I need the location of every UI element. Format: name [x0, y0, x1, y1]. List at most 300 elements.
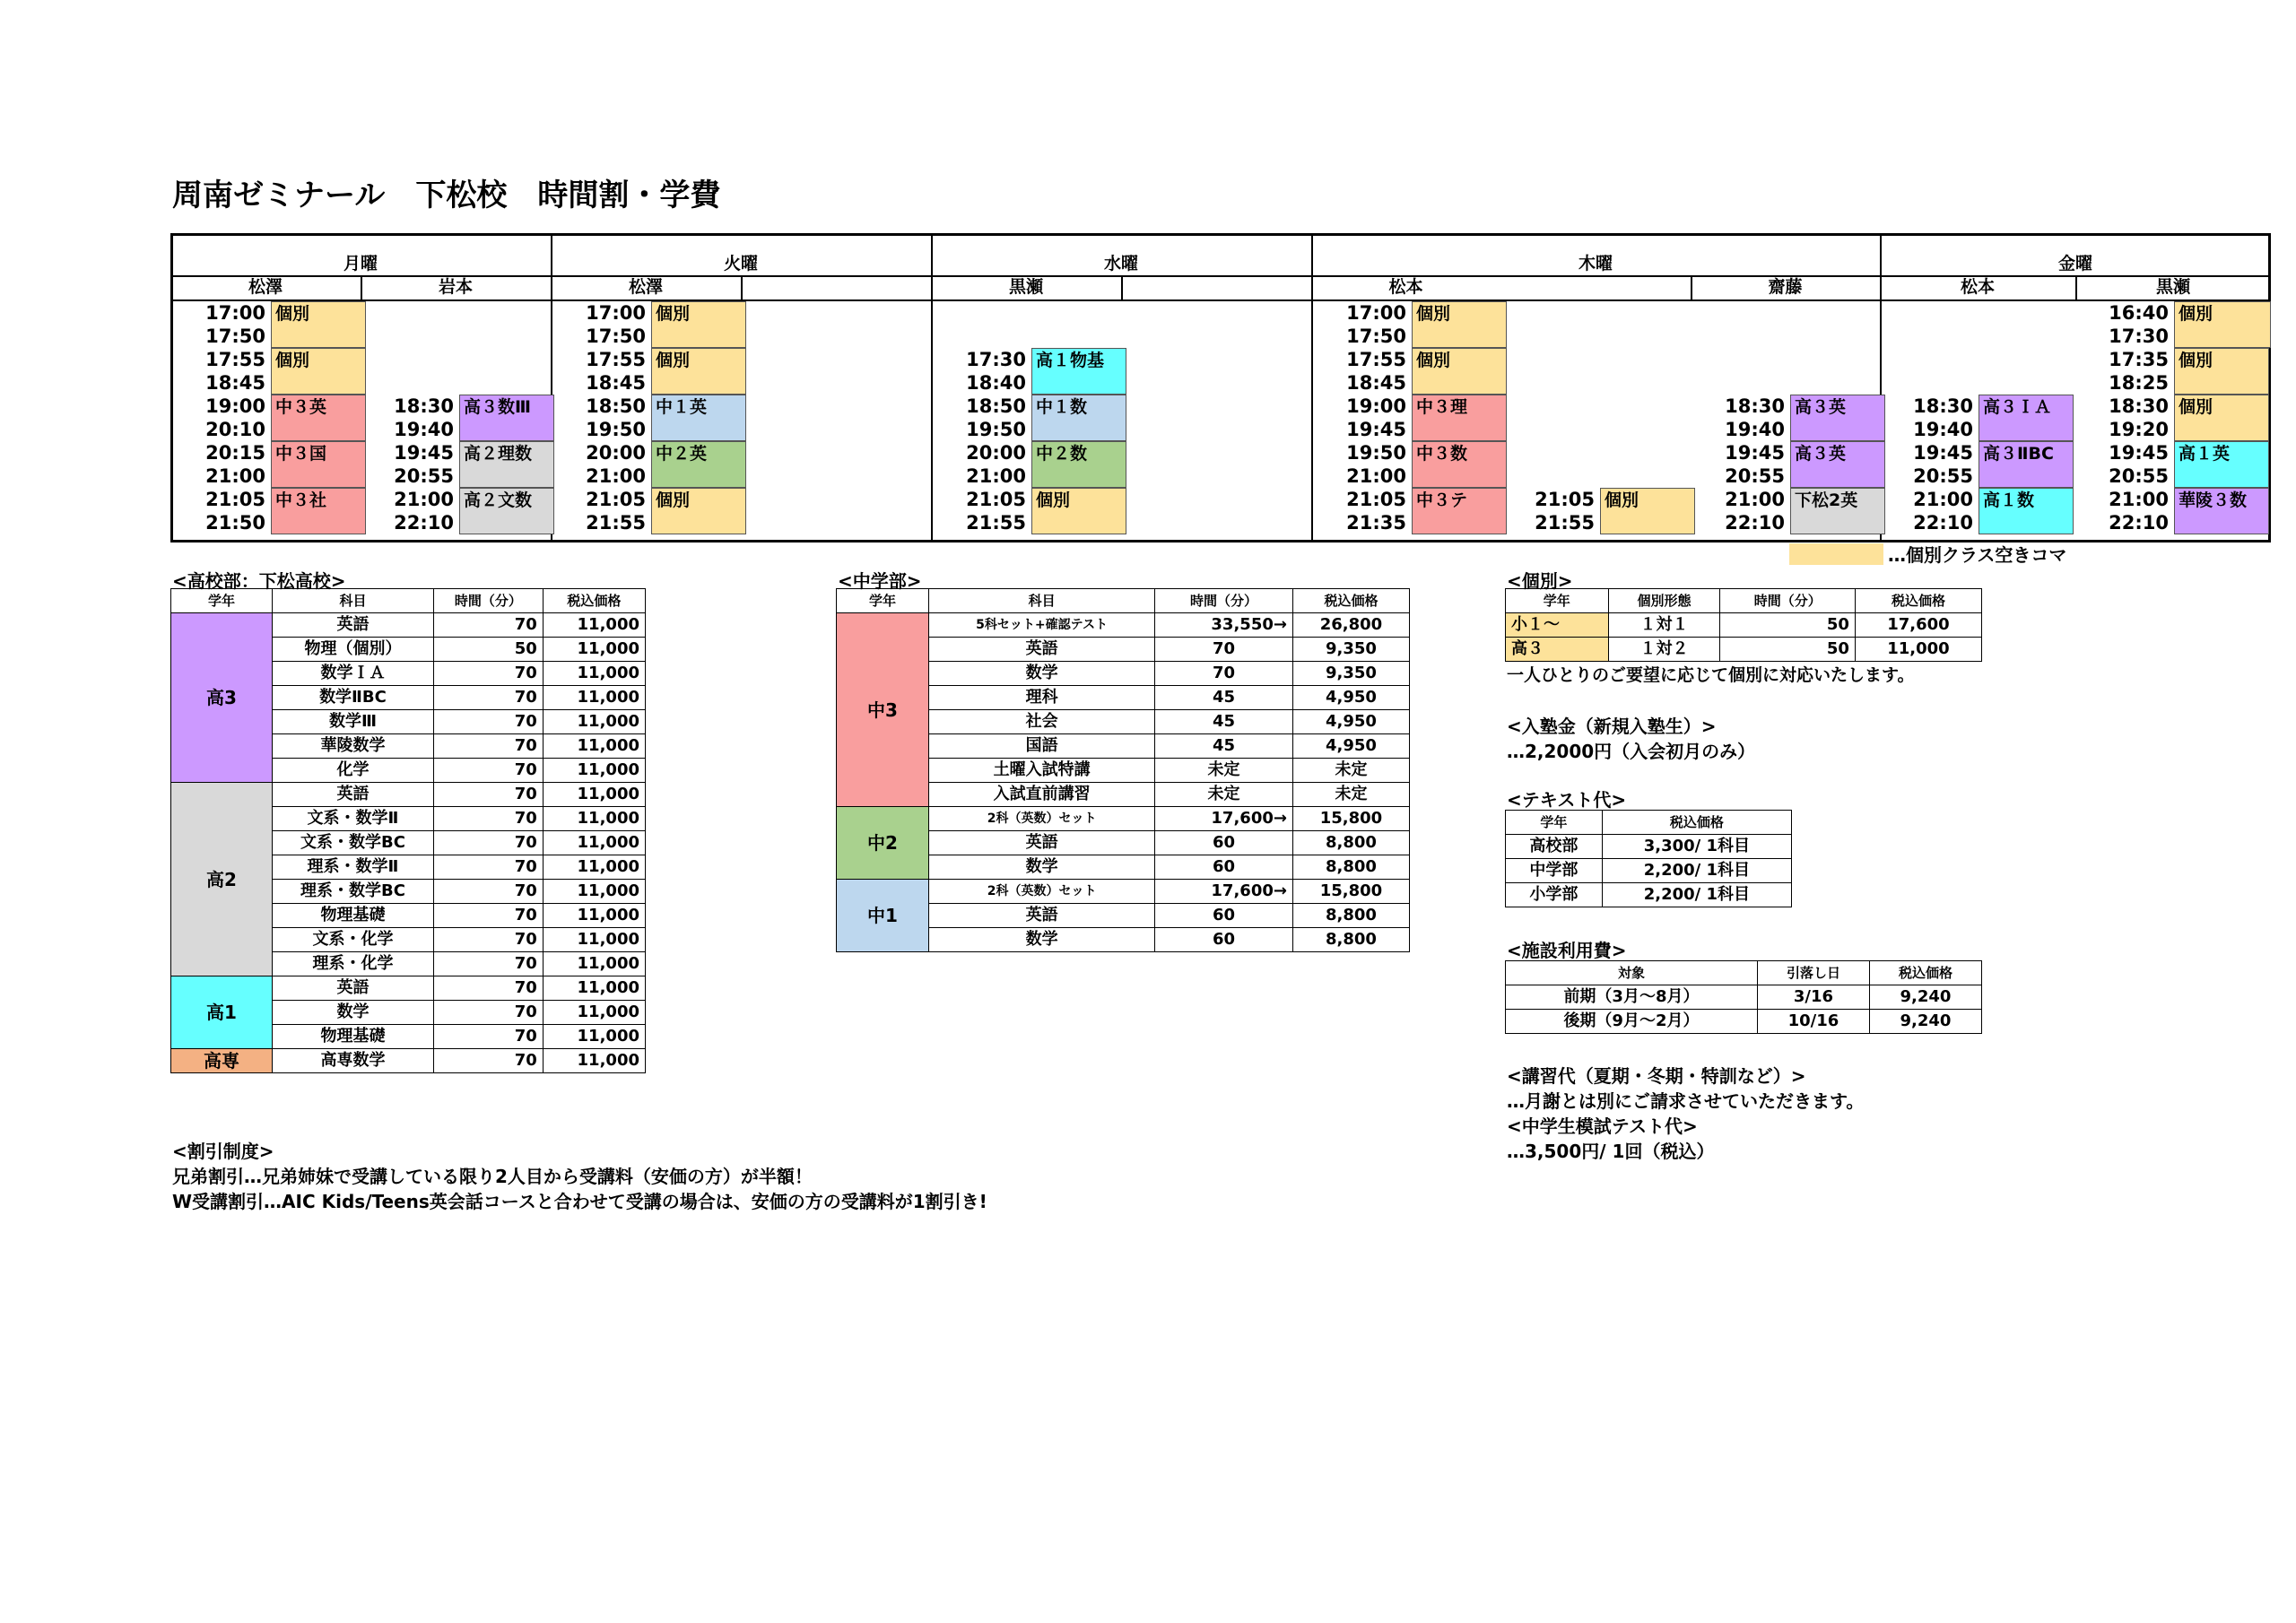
- high-fee-table: [170, 588, 646, 1073]
- block-start-time: 21:05: [1346, 489, 1406, 510]
- facility-heading: <施設利用費>: [1507, 940, 1627, 961]
- day-header: 月曜: [343, 254, 378, 273]
- table-header: 税込価格: [1292, 589, 1409, 613]
- table-cell: 70: [433, 904, 543, 928]
- block-end-time: 21:55: [586, 512, 646, 534]
- block-start-time: 18:50: [586, 395, 646, 417]
- table-cell: 70: [433, 928, 543, 952]
- table-cell: 70: [433, 613, 543, 638]
- table-cell: 3,300/ 1科目: [1602, 835, 1791, 859]
- block-start-time: 19:45: [2109, 442, 2169, 464]
- block-end-time: 22:10: [2109, 512, 2169, 534]
- block-start-time: 21:05: [966, 489, 1026, 510]
- table-cell: 数学ⅡBC: [273, 686, 434, 710]
- table-cell: 15,800: [1292, 807, 1409, 831]
- teacher-divider: [741, 275, 743, 300]
- lecture-text: …月謝とは別にご請求させていただきます。: [1507, 1090, 1865, 1112]
- block-end-time: 19:50: [586, 419, 646, 440]
- block-end-time: 17:30: [2109, 325, 2169, 347]
- block-end-time: 20:55: [1913, 465, 1973, 487]
- table-cell: 45: [1155, 734, 1293, 759]
- table-cell: 土曜入試特講: [929, 759, 1155, 783]
- table-cell: 11,000: [543, 734, 645, 759]
- middle-heading: <中学部>: [838, 570, 922, 592]
- table-cell: 11,000: [543, 831, 645, 855]
- table-cell: 高３: [1506, 638, 1609, 662]
- table-header: 引落し日: [1757, 961, 1869, 985]
- page-title: 周南ゼミナール 下松校 時間割・学費: [172, 178, 721, 213]
- class-block: 高２理数: [459, 441, 554, 488]
- class-block: 個別: [1600, 488, 1695, 534]
- table-row: [1506, 835, 1792, 859]
- class-block: 高１英: [2174, 441, 2269, 488]
- table-row: [1506, 985, 1982, 1010]
- block-end-time: 17:50: [586, 325, 646, 347]
- table-row: [1506, 1010, 1982, 1034]
- block-start-time: 21:00: [394, 489, 454, 510]
- class-block: 中１数: [1031, 395, 1126, 441]
- class-block: 華陵３数: [2174, 488, 2269, 534]
- teacher-divider: [361, 275, 362, 300]
- table-header: 時間（分）: [1155, 589, 1293, 613]
- table-row: [171, 1049, 646, 1073]
- table-cell: 70: [433, 952, 543, 976]
- table-cell: 高専数学: [273, 1049, 434, 1073]
- kobetsu-fee-table: [1505, 588, 1982, 662]
- table-cell: 70: [433, 831, 543, 855]
- row-divider: [170, 299, 2271, 301]
- block-start-time: 17:30: [966, 349, 1026, 370]
- teacher-header: 松澤: [628, 277, 663, 297]
- table-cell: 8,800: [1292, 855, 1409, 880]
- table-cell: 小１～: [1506, 613, 1609, 638]
- kobetsu-heading: <個別>: [1507, 570, 1573, 592]
- block-start-time: 17:55: [1346, 349, 1406, 370]
- table-row: [1506, 638, 1982, 662]
- block-start-time: 19:00: [205, 395, 265, 417]
- class-block: 個別: [2174, 395, 2269, 441]
- table-cell: 5科セット+確認テスト: [929, 613, 1155, 638]
- block-start-time: 17:00: [586, 302, 646, 324]
- table-row: [171, 613, 646, 638]
- table-cell: 50: [433, 638, 543, 662]
- table-row: [171, 976, 646, 1001]
- teacher-header: 松澤: [248, 277, 283, 297]
- table-cell: 70: [433, 686, 543, 710]
- table-header: 時間（分）: [1720, 589, 1856, 613]
- class-block: 中３理: [1412, 395, 1507, 441]
- class-block: 中３テ: [1412, 488, 1507, 534]
- table-cell: 数学: [929, 928, 1155, 952]
- table-cell: 70: [1155, 638, 1293, 662]
- table-cell: 国語: [929, 734, 1155, 759]
- enroll-heading: <入塾金（新規入塾生）>: [1507, 716, 1717, 737]
- table-cell: 2科（英数）セット: [929, 807, 1155, 831]
- block-end-time: 21:00: [966, 465, 1026, 487]
- table-cell: 高校部: [1506, 835, 1603, 859]
- block-start-time: 21:05: [205, 489, 265, 510]
- table-cell: 70: [433, 759, 543, 783]
- table-cell: 70: [433, 880, 543, 904]
- block-start-time: 17:35: [2109, 349, 2169, 370]
- table-cell: 英語: [273, 976, 434, 1001]
- class-block: 個別: [1412, 348, 1507, 395]
- class-block: 高３ＩＡ: [1979, 395, 2074, 441]
- table-cell: 15,800: [1292, 880, 1409, 904]
- table-cell: 4,950: [1292, 734, 1409, 759]
- textbook-fee-table: [1505, 810, 1792, 907]
- table-header: 税込価格: [1602, 811, 1791, 835]
- block-end-time: 20:55: [1725, 465, 1785, 487]
- textbook-heading: <テキスト代>: [1507, 789, 1627, 811]
- teacher-header: 黒瀬: [2155, 277, 2190, 297]
- table-cell: 11,000: [543, 807, 645, 831]
- table-cell: 英語: [273, 783, 434, 807]
- table-header: 税込価格: [1855, 589, 1981, 613]
- block-end-time: 19:40: [1725, 419, 1785, 440]
- table-cell: 4,950: [1292, 686, 1409, 710]
- class-block: 高１数: [1979, 488, 2074, 534]
- table-cell: 英語: [929, 904, 1155, 928]
- table-cell: 物理（個別）: [273, 638, 434, 662]
- block-start-time: 17:00: [205, 302, 265, 324]
- teacher-header: 松本: [1388, 277, 1423, 297]
- table-cell: 70: [433, 1025, 543, 1049]
- discount-line2: W受講割引…AIC Kids/Teens英会話コースと合わせて受講の場合は、安価の方の受講料が1割引き!: [172, 1191, 987, 1212]
- table-cell: 70: [433, 1049, 543, 1073]
- table-cell: 理系・化学: [273, 952, 434, 976]
- table-cell: 60: [1155, 904, 1293, 928]
- block-end-time: 22:10: [394, 512, 454, 534]
- class-block: 中２英: [651, 441, 746, 488]
- table-row: [1506, 883, 1792, 907]
- table-cell: 理科: [929, 686, 1155, 710]
- legend-swatch: [1789, 543, 1883, 565]
- block-end-time: 19:40: [394, 419, 454, 440]
- day-header: 火曜: [723, 254, 758, 273]
- table-header: 個別形態: [1608, 589, 1720, 613]
- mock-text: …3,500円/ 1回（税込）: [1507, 1141, 1715, 1162]
- block-start-time: 18:30: [1913, 395, 1973, 417]
- kobetsu-note: 一人ひとりのご要望に応じて個別に対応いたします。: [1507, 665, 1915, 685]
- table-cell: 60: [1155, 855, 1293, 880]
- table-header: 学年: [1506, 811, 1603, 835]
- table-cell: 中3: [837, 613, 929, 807]
- lecture-heading: <講習代（夏期・冬期・特訓など）>: [1507, 1065, 1806, 1087]
- block-end-time: 17:50: [1346, 325, 1406, 347]
- table-cell: 11,000: [543, 952, 645, 976]
- table-header: 学年: [171, 589, 273, 613]
- table-cell: 70: [433, 807, 543, 831]
- block-end-time: 21:55: [966, 512, 1026, 534]
- block-end-time: 18:25: [2109, 372, 2169, 394]
- class-block: 中２数: [1031, 441, 1126, 488]
- table-cell: 英語: [273, 613, 434, 638]
- table-header: 税込価格: [543, 589, 645, 613]
- table-cell: 理系・数学BC: [273, 880, 434, 904]
- block-end-time: 19:20: [2109, 419, 2169, 440]
- enroll-text: …2,2000円（入会初月のみ）: [1507, 741, 1756, 762]
- block-end-time: 19:45: [1346, 419, 1406, 440]
- table-cell: 9,350: [1292, 662, 1409, 686]
- class-block: 中３社: [271, 488, 366, 534]
- table-cell: １対２: [1608, 638, 1720, 662]
- table-cell: 70: [433, 976, 543, 1001]
- block-start-time: 21:00: [1725, 489, 1785, 510]
- table-cell: 化学: [273, 759, 434, 783]
- table-header: 税込価格: [1869, 961, 1981, 985]
- block-start-time: 20:15: [205, 442, 265, 464]
- table-cell: 11,000: [543, 976, 645, 1001]
- table-cell: 数学: [929, 855, 1155, 880]
- table-cell: 26,800: [1292, 613, 1409, 638]
- table-cell: 50: [1720, 638, 1856, 662]
- teacher-header: 黒瀬: [1008, 277, 1043, 297]
- class-block: 個別: [2174, 348, 2269, 395]
- table-cell: 9,240: [1869, 1010, 1981, 1034]
- day-header: 木曜: [1578, 254, 1613, 273]
- day-header: 水曜: [1103, 254, 1138, 273]
- table-row: [1506, 859, 1792, 883]
- table-cell: 未定: [1292, 759, 1409, 783]
- block-start-time: 19:45: [394, 442, 454, 464]
- block-end-time: 20:55: [394, 465, 454, 487]
- table-cell: 2科（英数）セット: [929, 880, 1155, 904]
- table-cell: 11,000: [543, 928, 645, 952]
- middle-fee-table: [836, 588, 1410, 952]
- block-start-time: 20:00: [586, 442, 646, 464]
- table-row: [171, 783, 646, 807]
- table-cell: 70: [433, 783, 543, 807]
- table-cell: 入試直前講習: [929, 783, 1155, 807]
- table-cell: 11,000: [543, 880, 645, 904]
- table-cell: 11,000: [543, 710, 645, 734]
- table-cell: 2,200/ 1科目: [1602, 859, 1791, 883]
- table-cell: 8,800: [1292, 831, 1409, 855]
- table-cell: 文系・化学: [273, 928, 434, 952]
- teacher-header: 岩本: [438, 277, 473, 297]
- table-cell: 11,000: [543, 759, 645, 783]
- table-cell: 未定: [1292, 783, 1409, 807]
- table-cell: 文系・数学BC: [273, 831, 434, 855]
- table-cell: 33,550→: [1155, 613, 1293, 638]
- class-block: 個別: [1031, 488, 1126, 534]
- table-cell: 8,800: [1292, 904, 1409, 928]
- block-start-time: 21:00: [1913, 489, 1973, 510]
- table-cell: 10/16: [1757, 1010, 1869, 1034]
- table-cell: 前期（3月～8月）: [1506, 985, 1758, 1010]
- table-cell: 高1: [171, 976, 273, 1049]
- block-end-time: 21:00: [586, 465, 646, 487]
- block-end-time: 18:40: [966, 372, 1026, 394]
- table-header: 学年: [837, 589, 929, 613]
- teacher-header: 齋藤: [1768, 277, 1803, 297]
- table-cell: 英語: [929, 638, 1155, 662]
- table-cell: 11,000: [543, 855, 645, 880]
- block-start-time: 17:55: [205, 349, 265, 370]
- block-start-time: 19:00: [1346, 395, 1406, 417]
- block-start-time: 21:00: [2109, 489, 2169, 510]
- table-cell: 未定: [1155, 783, 1293, 807]
- class-block: 個別: [2174, 301, 2271, 348]
- table-cell: 物理基礎: [273, 904, 434, 928]
- table-cell: 後期（9月～2月）: [1506, 1010, 1758, 1034]
- table-cell: 11,000: [543, 904, 645, 928]
- block-end-time: 18:45: [1346, 372, 1406, 394]
- block-end-time: 20:55: [2109, 465, 2169, 487]
- block-end-time: 21:00: [205, 465, 265, 487]
- block-end-time: 20:10: [205, 419, 265, 440]
- table-cell: 文系・数学Ⅱ: [273, 807, 434, 831]
- class-block: 中３数: [1412, 441, 1507, 488]
- table-header: 科目: [929, 589, 1155, 613]
- table-cell: 17,600→: [1155, 807, 1293, 831]
- table-cell: 11,000: [543, 1049, 645, 1073]
- table-row: [837, 613, 1410, 638]
- discount-line1: 兄弟割引…兄弟姉妹で受講している限り2人目から受講料（安価の方）が半額！: [172, 1166, 813, 1187]
- table-header: 学年: [1506, 589, 1609, 613]
- table-cell: 数学: [929, 662, 1155, 686]
- class-block: 高３英: [1790, 395, 1885, 441]
- block-end-time: 21:50: [205, 512, 265, 534]
- teacher-divider: [2075, 275, 2077, 300]
- mock-heading: <中学生模試テスト代>: [1507, 1115, 1698, 1137]
- table-cell: 11,000: [543, 1025, 645, 1049]
- table-cell: １対１: [1608, 613, 1720, 638]
- block-end-time: 21:35: [1346, 512, 1406, 534]
- table-row: [837, 807, 1410, 831]
- table-cell: 70: [433, 855, 543, 880]
- block-start-time: 18:30: [394, 395, 454, 417]
- table-cell: 華陵数学: [273, 734, 434, 759]
- table-cell: 社会: [929, 710, 1155, 734]
- table-cell: 17,600: [1855, 613, 1981, 638]
- table-cell: 9,240: [1869, 985, 1981, 1010]
- high-heading: <高校部：下松高校>: [172, 570, 346, 592]
- class-block: 中３英: [271, 395, 366, 441]
- class-block: 高３ⅡBC: [1979, 441, 2074, 488]
- class-block: 個別: [651, 301, 746, 348]
- table-cell: 60: [1155, 928, 1293, 952]
- table-cell: 高2: [171, 783, 273, 976]
- table-cell: 11,000: [543, 662, 645, 686]
- block-start-time: 19:45: [1725, 442, 1785, 464]
- table-cell: 数学Ⅲ: [273, 710, 434, 734]
- table-cell: 2,200/ 1科目: [1602, 883, 1791, 907]
- class-block: 個別: [651, 488, 746, 534]
- class-block: 下松2英: [1790, 488, 1885, 534]
- block-end-time: 22:10: [1725, 512, 1785, 534]
- class-block: 個別: [271, 348, 366, 395]
- table-cell: 50: [1720, 613, 1856, 638]
- class-block: 高１物基: [1031, 348, 1126, 395]
- table-header: 対象: [1506, 961, 1758, 985]
- class-block: 中３国: [271, 441, 366, 488]
- table-cell: 45: [1155, 686, 1293, 710]
- block-end-time: 21:55: [1535, 512, 1595, 534]
- table-cell: 数学ＩＡ: [273, 662, 434, 686]
- block-start-time: 21:05: [1535, 489, 1595, 510]
- table-cell: 70: [433, 734, 543, 759]
- table-row: [1506, 613, 1982, 638]
- teacher-header: 松本: [1960, 277, 1995, 297]
- block-end-time: 18:45: [586, 372, 646, 394]
- table-cell: 未定: [1155, 759, 1293, 783]
- facility-fee-table: [1505, 960, 1982, 1034]
- table-cell: 中学部: [1506, 859, 1603, 883]
- table-cell: 70: [433, 662, 543, 686]
- class-block: 高３数Ⅲ: [459, 395, 554, 441]
- block-start-time: 21:05: [586, 489, 646, 510]
- table-cell: 8,800: [1292, 928, 1409, 952]
- table-cell: 4,950: [1292, 710, 1409, 734]
- legend-text: …個別クラス空きコマ: [1888, 544, 2067, 566]
- table-header: 時間（分）: [433, 589, 543, 613]
- table-cell: 英語: [929, 831, 1155, 855]
- teacher-divider: [1691, 275, 1692, 300]
- teacher-divider: [1121, 275, 1123, 300]
- table-cell: 11,000: [543, 613, 645, 638]
- table-cell: 70: [433, 1001, 543, 1025]
- block-end-time: 17:50: [205, 325, 265, 347]
- table-cell: 70: [433, 710, 543, 734]
- table-cell: 17,600→: [1155, 880, 1293, 904]
- day-header: 金曜: [2057, 254, 2092, 273]
- table-cell: 高専: [171, 1049, 273, 1073]
- table-cell: 高3: [171, 613, 273, 783]
- block-end-time: 21:00: [1346, 465, 1406, 487]
- table-cell: 11,000: [543, 686, 645, 710]
- table-cell: 11,000: [543, 638, 645, 662]
- block-start-time: 17:55: [586, 349, 646, 370]
- table-cell: 中1: [837, 880, 929, 952]
- table-cell: 小学部: [1506, 883, 1603, 907]
- table-cell: 60: [1155, 831, 1293, 855]
- block-start-time: 16:40: [2109, 302, 2169, 324]
- class-block: 高３英: [1790, 441, 1885, 488]
- block-start-time: 18:30: [1725, 395, 1785, 417]
- table-header: 科目: [273, 589, 434, 613]
- table-cell: 11,000: [543, 783, 645, 807]
- block-start-time: 19:50: [1346, 442, 1406, 464]
- table-cell: 45: [1155, 710, 1293, 734]
- table-cell: 中2: [837, 807, 929, 880]
- table-cell: 11,000: [543, 1001, 645, 1025]
- class-block: 個別: [271, 301, 366, 348]
- block-start-time: 19:45: [1913, 442, 1973, 464]
- class-block: 個別: [1412, 301, 1507, 348]
- table-cell: 70: [1155, 662, 1293, 686]
- table-cell: 11,000: [1855, 638, 1981, 662]
- block-end-time: 19:40: [1913, 419, 1973, 440]
- class-block: 個別: [651, 348, 746, 395]
- table-cell: 3/16: [1757, 985, 1869, 1010]
- table-cell: 9,350: [1292, 638, 1409, 662]
- block-start-time: 17:00: [1346, 302, 1406, 324]
- table-cell: 物理基礎: [273, 1025, 434, 1049]
- class-block: 中１英: [651, 395, 746, 441]
- discount-heading: <割引制度>: [172, 1141, 274, 1162]
- block-start-time: 20:00: [966, 442, 1026, 464]
- table-row: [837, 880, 1410, 904]
- table-cell: 数学: [273, 1001, 434, 1025]
- block-end-time: 22:10: [1913, 512, 1973, 534]
- block-start-time: 18:50: [966, 395, 1026, 417]
- block-start-time: 18:30: [2109, 395, 2169, 417]
- block-end-time: 19:50: [966, 419, 1026, 440]
- block-end-time: 18:45: [205, 372, 265, 394]
- table-cell: 理系・数学Ⅱ: [273, 855, 434, 880]
